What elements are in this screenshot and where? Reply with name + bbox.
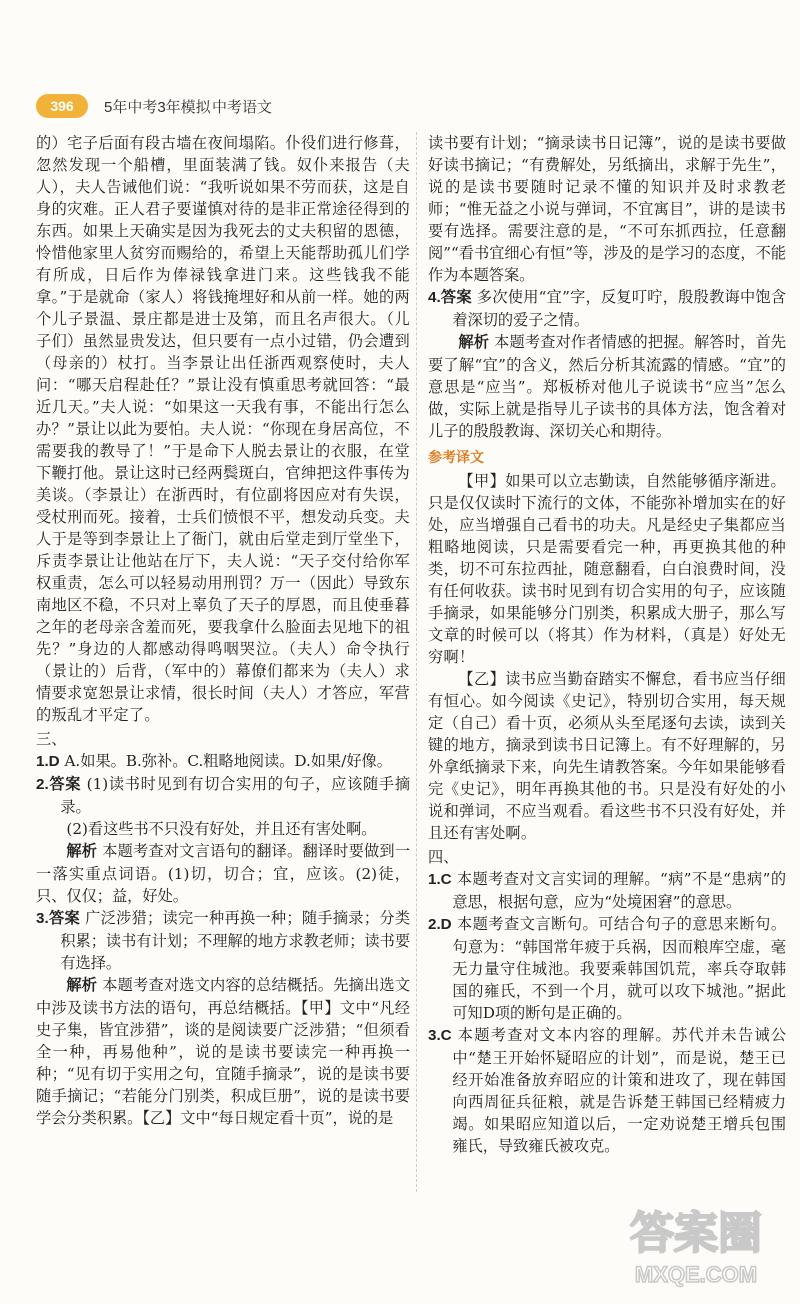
question-text: A.如果。B.弥补。C.粗略地阅读。D.如果/好像。 [64,752,392,770]
analysis-continued: 读书要有计划；“摘录读书日记簿”，说的是读书要做好读书摘记；“有费解处，另纸摘出，求解于先生”，说的是读书要随时记录不懂的知识并及时求教老师；“惟无益之小说与弹词，不宜寓目”，讲的是读书要有选择。需要注意的是，“不可东抓西拉，任意翻阅”“看书宜细心有恒”等，涉及的是学习的态度，不能作为本题答案。 [428,134,786,284]
question-number: 3.C [428,1027,452,1044]
question-3 [36,907,410,974]
section-heading-four: 四、 [428,848,459,866]
answer-label: 4.答案 [428,289,472,306]
question-3 [428,1024,786,1157]
question-1 [428,868,786,913]
answer-text: 广泛涉猎；读完一种再换一种；随手摘录；分类积累；读书有计划；不理解的地方求教老师；读书要有选择。 [60,909,411,972]
analysis-text: 本题考查对选文内容的总结概括。先摘出选文中涉及读书方法的语句，再总结概括。【甲】文中“凡经史子集，皆宜涉猎”，谈的是阅读要广泛涉猎；“但须看全一种，再易他种”，说的是读书要读完一种再换一种；“见有切于实用之句，宜随手摘录”，说的是读书要随手摘记；“若能分门别类，积成巨册”，说的是读书要学会分类积累。【乙】文中“每日规定看十页”，说的是 [36,976,411,1127]
question-number: 2.D [428,916,452,933]
right-column [428,132,786,1157]
analysis-label: 解析 [458,334,490,351]
section-heading-three: 三、 [36,730,67,748]
question-4 [428,286,786,331]
analysis-label: 解析 [66,843,98,860]
watermark-graphic [610,1196,782,1292]
page-number-badge: 396 [36,94,88,118]
analysis-label: 解析 [66,977,98,994]
question-text: 本题考查对文本内容的理解。苏代并未告诫公中“楚王开始怀疑昭应的计划”，而是说，楚王已经开始准备放弃昭应的计策和进攻了，现在韩国向西周征兵征粮，就是告诉楚王韩国已经精疲力竭。如果昭应知道以后，一定劝说楚王增兵包围雍氏，导致雍氏被攻克。 [452,1026,787,1155]
analysis-text: 本题考查对文言语句的翻译。翻译时要做到一一落实重点词语。(1)切，切合；宜，应该。(2)徒，只、仅仅；益，好处。 [36,842,411,905]
left-column [36,132,410,1129]
question-2 [36,773,410,818]
question-number: 1.C [428,871,452,888]
analysis-text: 本题考查对作者情感的把握。解答时，首先要了解“宜”的含义，然后分析其流露的情感。“宜”的意思是“应当”。郑板桥对他儿子说读书“应当”怎么做，实际上就是指导儿子读书的具体方法，饱含着对儿子的殷殷教诲、深切关心和期待。 [428,333,787,440]
answer-label: 2.答案 [36,776,82,793]
question-number: 1.D [36,753,60,770]
question-2 [428,913,786,1024]
translation-passage: 的）宅子后面有段古墙在夜间塌陷。仆役们进行修葺，忽然发现一个船槽，里面装满了钱。奴仆来报告（夫人），夫人告诫他们说：“我听说如果不劳而获，这是自身的灾难。正人君子要谨慎对待的是非正常途径得到的东西。如果上天确实是因为我死去的丈夫积留的恩德，怜惜他家里人贫穷而赐给的，希望上天能帮助孤儿们学有所成，日后作为俸禄钱拿进门来。这些钱我不能拿。”于是就命（家人）将钱掩埋好和从前一样。她的两个儿子景温、景庄都是进士及第，而且名声很大。（儿子们）虽然显贵发达，但只要有一点小过错，仍会遭到（母亲的）杖打。当李景让出任浙西观察使时，夫人问：“哪天启程赴任？”景让没有慎重思考就回答：“最近几天。”夫人说：“如果这一天我有事，不能出行怎么办？”景让以此为要怕。夫人说：“你现在身居高位，不需要我的教导了！”于是命下人脱去景让的衣服，在堂下鞭打他。景让这时已经两鬓斑白，官绅把这件事传为美谈。（李景让）在浙西时，有位副将因应对有失误，受杖刑而死。接着，士兵们愤恨不平，想发动兵变。夫人于是等到李景让上了衙门，就由后堂走到厅堂坐下，斥责李景让让他站在厅下，夫人说：“天子交付给你军权重责，怎么可以轻易动用刑罚？万一（因此）导致东南地区不稳，不只对上辜负了天子的厚恩，而且使垂暮之年的老母亲含羞而死，要我拿什么脸面去见地下的祖先？”身边的人都感动得鸣咽哭泣。（夫人）命令执行（景让的）后背，（军中的）幕僚们都来为（夫人）求情要求宽恕景让求情，很长时间（夫人）才答应，军营的叛乱才平定了。 [36,134,410,724]
translation-jia: 【甲】如果可以立志勤读，自然能够循序渐进。只是仅仅读时下流行的文体，不能弥补增加实在的好处，应当增强自己看书的功夫。凡是经史子集都应当粗略地阅读，只是需要看完一种，再更换其他的种类，切不可东拉西扯，随意翻看，白白浪费时间，没有任何收获。读书时见到有切合实用的句子，应该随手摘录，如果能够分门别类，积累成大册子，那么写文章的时候可以（将其）作为材料，（真是）好处无穷啊！ [428,472,786,666]
page-header [0,88,800,128]
answer-text-2: (2)看这些书不只没有好处，并且还有害处啊。 [66,820,377,838]
reference-translation-heading: 参考译文 [428,449,484,465]
translation-yi: 【乙】读书应当勤奋踏实不懈怠，看书应当仔细有恒心。如今阅读《史记》，特别切合实用，每天规定（自己）看十页，必须从头至尾逐句去读，读到关键的地方，摘录到读书日记簿上。有不好理解的，另外拿纸摘录下来，向先生请教答案。今年如果能够看完《史记》，明年再换其他的书。只是没有好处的小说和弹词，不应当观看。看这些书不只没有好处，并且还有害处啊。 [428,670,786,842]
analysis [428,331,786,442]
column-divider [416,132,417,1192]
question-text: 本题考查文言断句。可结合句子的意思来断句。句意为：“韩国常年疲于兵祸，因而粮库空虚，毫无力量守住城池。我要乘韩国饥荒，率兵夺取韩国的雍氏，不到一个月，就可以攻下城池。”据此可知D项的断句是正确的。 [452,915,787,1022]
subject-label: 中考语文 [212,99,273,116]
book-title: 5年中考3年模拟 [104,99,211,116]
watermark-main-text: 答案圈 [630,1209,762,1258]
question-1 [36,750,410,773]
answer-text: (1)读书时见到有切合实用的句子，应该随手摘录。 [60,775,411,816]
watermark-logo [610,1196,782,1292]
answer-label: 3.答案 [36,910,80,927]
watermark-url: MXQE.COM [634,1262,758,1287]
analysis [36,974,410,1129]
question-text: 本题考查对文言实词的理解。“病”不是“患病”的意思，根据句意，应为“处境困窘”的意思。 [452,870,787,911]
answer-text: 多次使用“宜”字，反复叮咛，殷殷教诲中饱含着深切的爱子之情。 [452,288,787,329]
analysis [36,840,410,907]
